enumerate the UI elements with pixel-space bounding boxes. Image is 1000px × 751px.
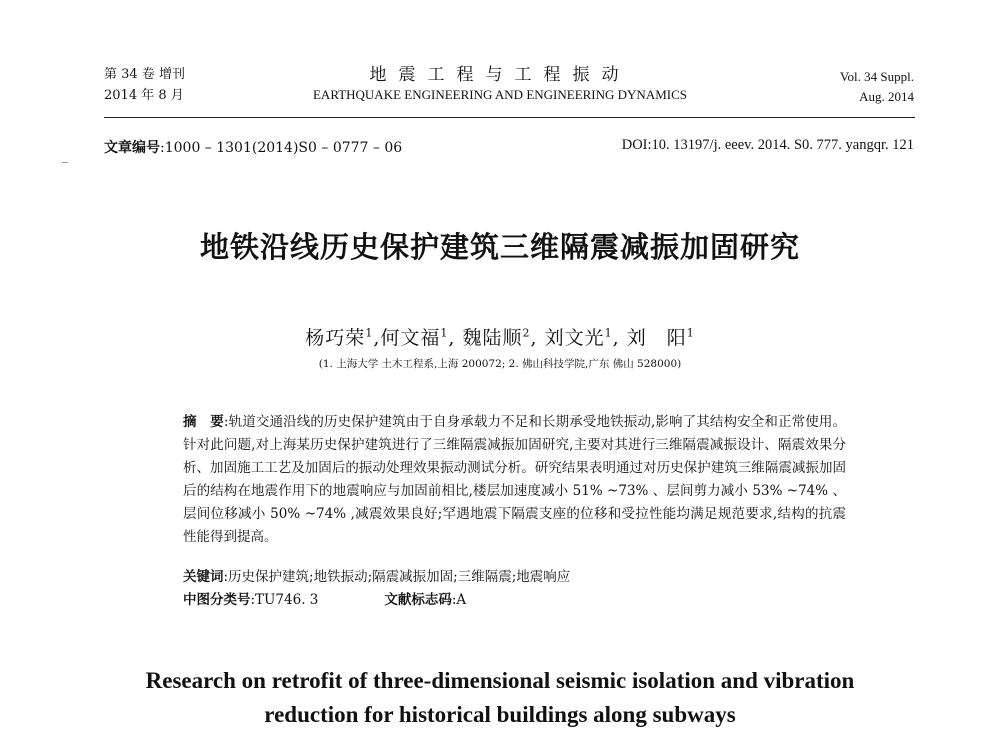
author-name: 刘 阳 bbox=[626, 327, 687, 349]
article-number-value: :1000 – 1301(2014)S0 – 0777 – 06 bbox=[160, 140, 403, 156]
affiliations: (1. 上海大学 土木工程系,上海 200072; 2. 佛山科技学院,广东 佛山 528000) bbox=[318, 358, 682, 370]
author-name: 刘文光 bbox=[544, 327, 605, 349]
author-separator: , bbox=[530, 327, 545, 349]
journal-name-en: EARTHQUAKE ENGINEERING AND ENGINEERING DYNAMICS bbox=[312, 87, 688, 102]
author-affil-mark: 1 bbox=[686, 326, 695, 340]
document-code-label: 文献标志码 bbox=[384, 592, 452, 608]
author-affil-mark: 2 bbox=[522, 326, 531, 340]
doi: DOI:10. 13197/j. eeev. 2014. S0. 777. yangqr. 121 bbox=[621, 137, 914, 153]
author-name: 杨巧荣 bbox=[305, 327, 366, 349]
abstract-text: :轨道交通沿线的历史保护建筑由于自身承载力不足和长期承受地铁振动,影响了其结构安全和正常使用。针对此问题,对上海某历史保护建筑进行了三维隔震减振加固研究,主要对其进行三维隔震减振设计、隔震效果分析、加固施工工艺及加固后的振动处理效果振动测试分析。研究结果表明通过对历史保护建筑三维隔震减振加固后的结构在地震作用下的地震响应与加固前相比,楼层加速度减小 51% ~73% 、层间剪力减小 53% ~74% 、层间位移减小 50% ~74% ,减震效果良好;罕遇地震下隔震支座的位移和受拉性能均满足规范要求,结构的抗震性能得到提高。 bbox=[183, 414, 847, 545]
author-list bbox=[0, 323, 1000, 350]
abstract bbox=[183, 411, 846, 549]
classification-label: 中图分类号 bbox=[183, 592, 251, 608]
author-affil-mark: 1 bbox=[365, 326, 374, 340]
abstract-label: 摘 要 bbox=[183, 414, 224, 430]
keywords-text: :历史保护建筑;地铁振动;隔震减振加固;三维隔震;地震响应 bbox=[223, 569, 571, 585]
article-number-label: 文章编号 bbox=[104, 140, 160, 156]
volume-en: Vol. 34 Suppl. bbox=[839, 69, 914, 84]
header-divider bbox=[104, 117, 915, 118]
keywords bbox=[183, 565, 570, 585]
issue-info-en bbox=[840, 67, 914, 107]
journal-name-cn: 地震工程与工程振动 bbox=[369, 65, 631, 85]
classification-value: :TU746. 3 bbox=[250, 592, 319, 608]
author-separator: , bbox=[612, 327, 627, 349]
document-code-value: :A bbox=[451, 592, 467, 608]
date-cn: 2014 年 8 月 bbox=[104, 88, 184, 103]
volume-cn: 第 34 卷 增刊 bbox=[104, 67, 185, 82]
author-name: 何文福 bbox=[380, 327, 441, 349]
author-separator: , bbox=[448, 327, 463, 349]
author-separator: , bbox=[373, 327, 381, 349]
keywords-label: 关键词 bbox=[183, 569, 224, 585]
date-en: Aug. 2014 bbox=[859, 89, 914, 104]
classification bbox=[183, 588, 466, 608]
author-affil-mark: 1 bbox=[440, 326, 449, 340]
article-number bbox=[104, 137, 402, 157]
paper-title-cn: 地铁沿线历史保护建筑三维隔震减振加固研究 bbox=[199, 230, 800, 264]
paper-title-en-line1: Research on retrofit of three-dimensional seismic isolation and vibration bbox=[145, 668, 855, 693]
author-name: 魏陆顺 bbox=[462, 327, 523, 349]
paper-title-en-line2: reduction for historical buildings along subways bbox=[264, 702, 736, 727]
margin-mark bbox=[62, 162, 68, 163]
author-affil-mark: 1 bbox=[604, 326, 613, 340]
